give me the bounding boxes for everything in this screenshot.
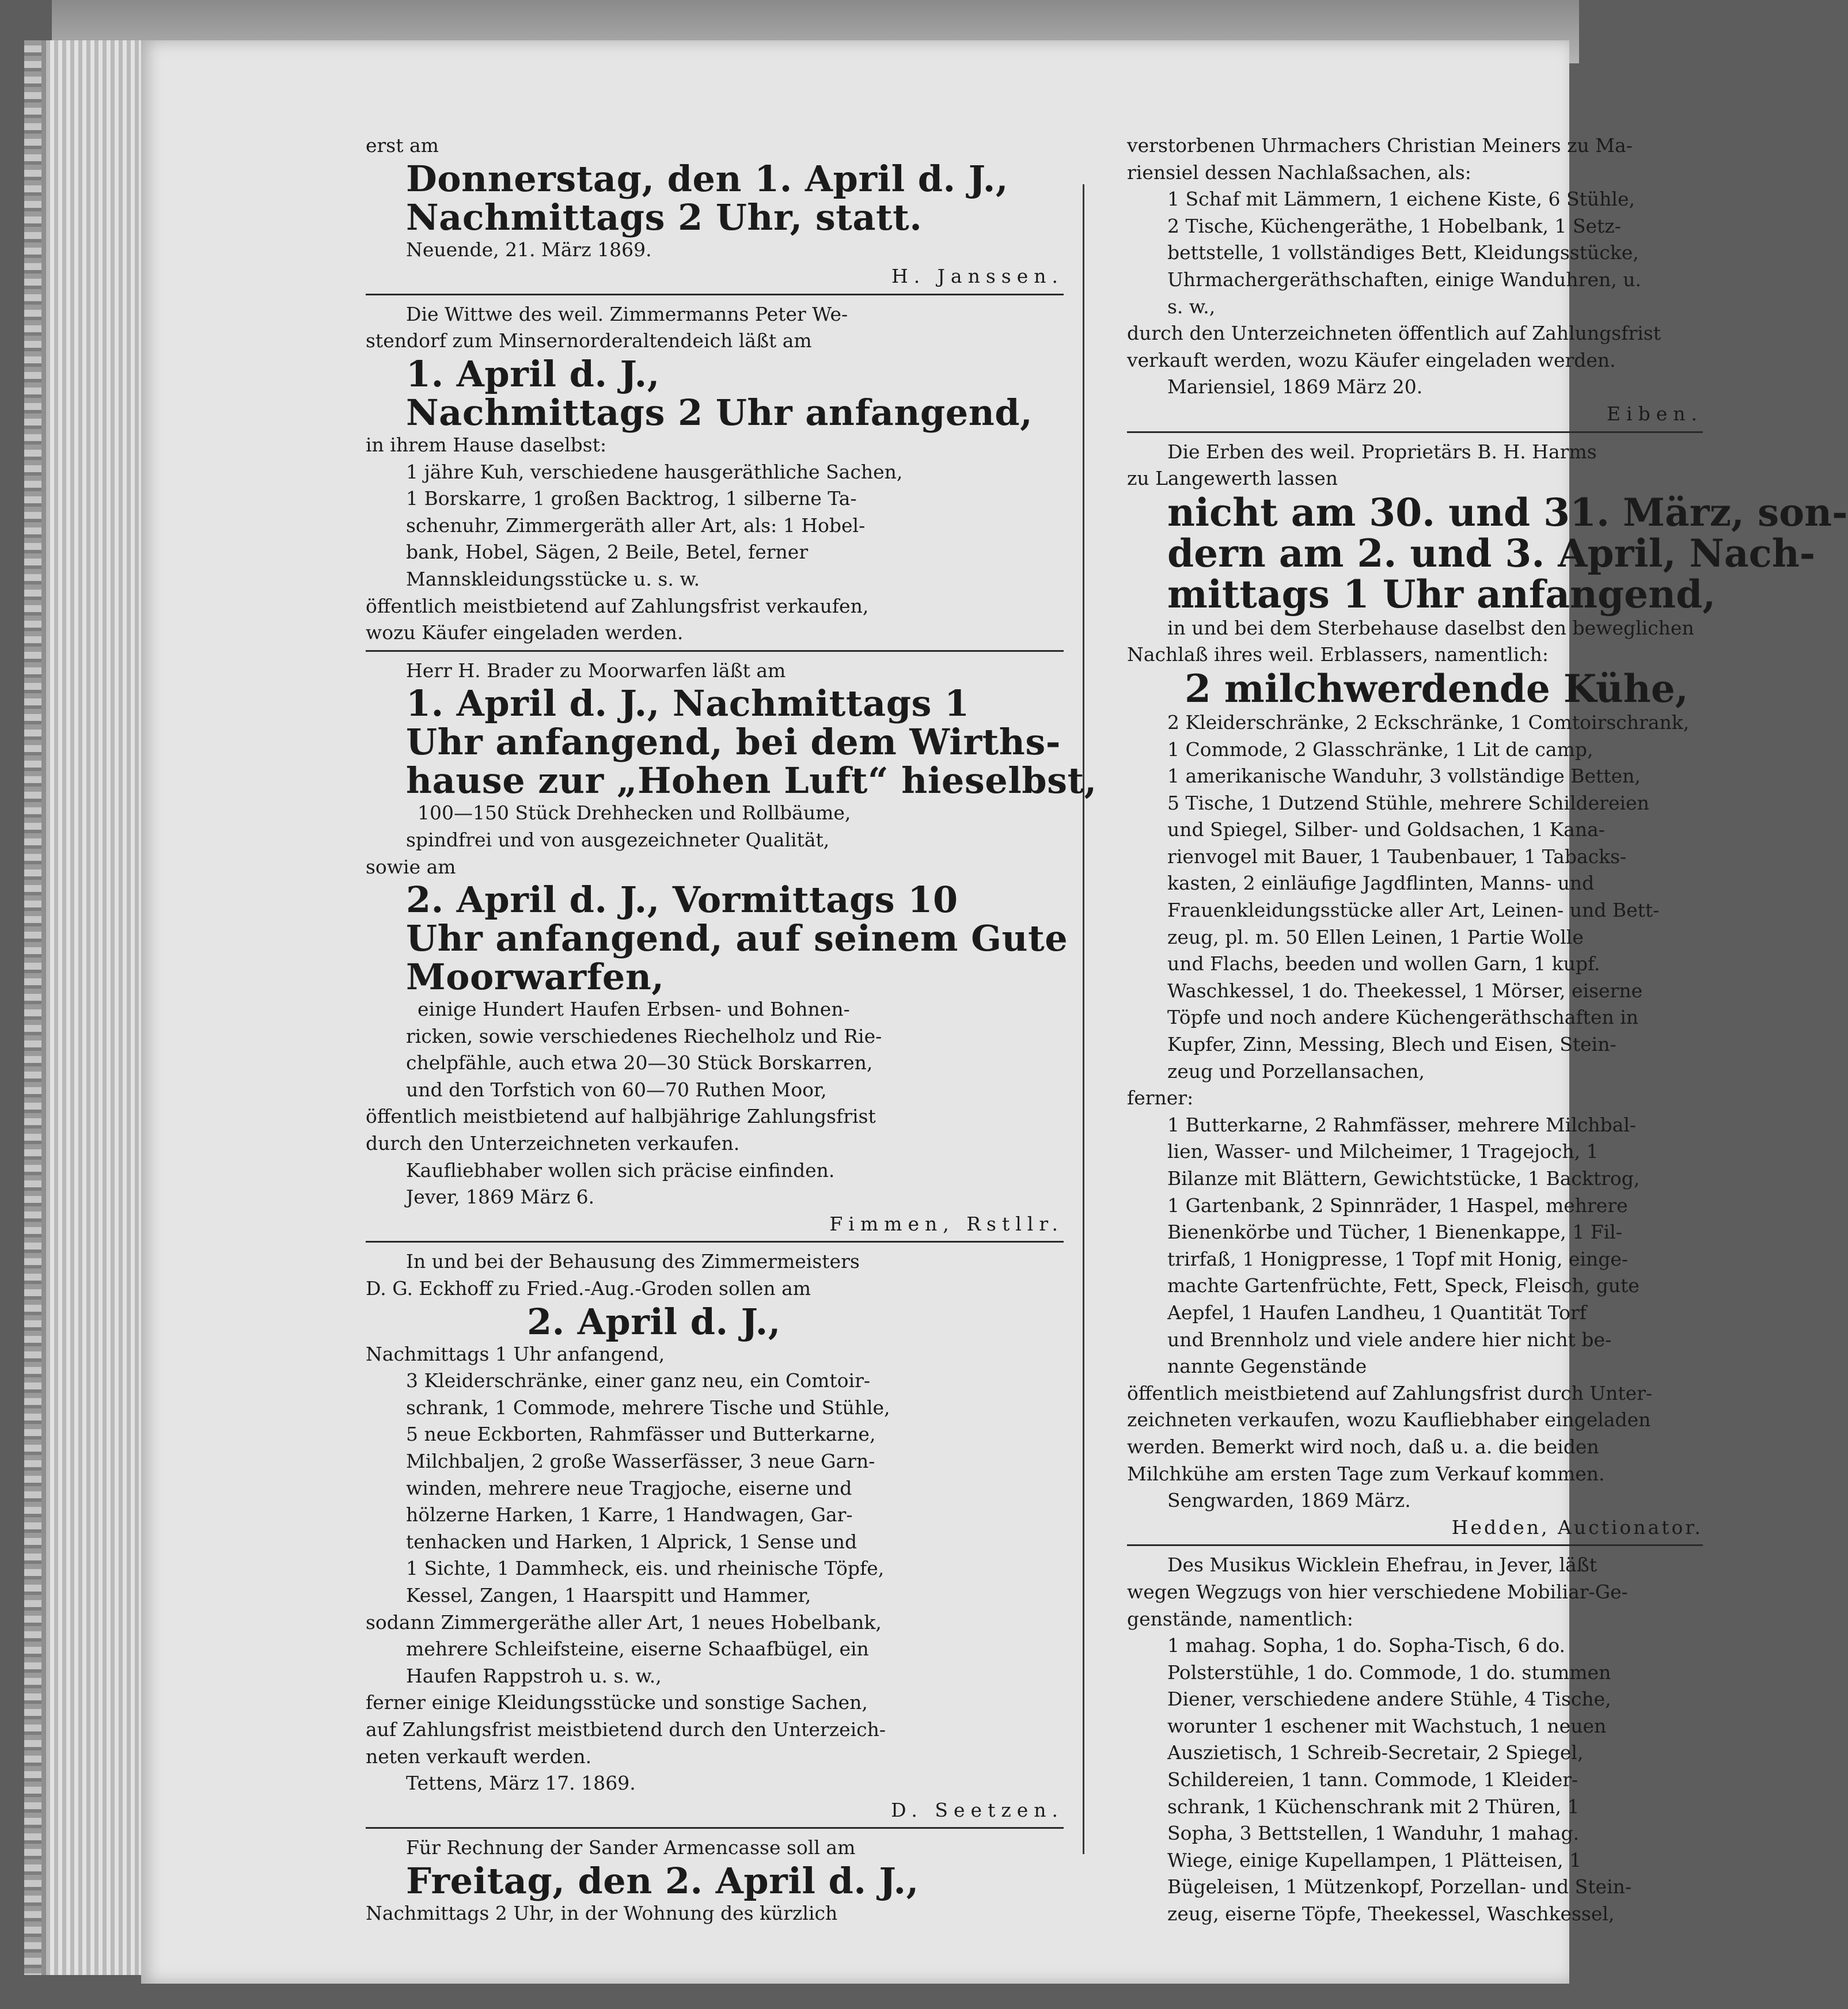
ad-headline: 2. April d. J., Vormittags 10	[406, 879, 958, 921]
ad-text-line: Nachlaß ihres weil. Erblassers, namentlich:	[1127, 643, 1549, 666]
ad-text-line: einige Hundert Haufen Erbsen- und Bohnen-	[418, 998, 850, 1021]
ad-text-line: verstorbenen Uhrmachers Christian Meiners zu Ma-	[1127, 134, 1633, 157]
ad-text-line: zeichneten verkaufen, wozu Kaufliebhaber eingeladen	[1127, 1408, 1651, 1431]
ad-place-date: Neuende, 21. März 1869.	[406, 238, 652, 261]
ad-text-line: Aepfel, 1 Haufen Landheu, 1 Quantität Torf	[1167, 1301, 1587, 1324]
ad-text-line: Kessel, Zangen, 1 Haarspitt und Hammer,	[406, 1583, 811, 1607]
ad-headline: 1. April d. J., Nachmittags 1	[406, 682, 970, 725]
ad-text-line: 1 Commode, 2 Glasschränke, 1 Lit de camp,	[1167, 738, 1593, 761]
ad-text-line: Bügeleisen, 1 Mützenkopf, Porzellan- und Stein-	[1167, 1875, 1632, 1898]
ad-text-line: spindfrei und von ausgezeichneter Qualität,	[406, 828, 830, 851]
ad-headline: Moorwarfen,	[406, 956, 665, 998]
ad-headline: Uhr anfangend, auf seinem Gute	[406, 917, 1068, 960]
ad-text-line: Nachmittags 2 Uhr, in der Wohnung des kürzlich	[366, 1901, 838, 1924]
ad-text-line: schenuhr, Zimmergeräth aller Art, als: 1 Hobel-	[406, 514, 866, 537]
ad-text-line: und Brennholz und viele andere hier nicht be-	[1167, 1328, 1612, 1351]
ad-text-line: und Flachs, beeden und wollen Garn, 1 kupf.	[1167, 952, 1600, 975]
ad-separator	[1127, 1544, 1703, 1546]
ad-text-line: 3 Kleiderschränke, einer ganz neu, ein Comtoir-	[406, 1369, 871, 1392]
ad-text-line: wegen Wegzugs von hier verschiedene Mobiliar-Ge-	[1127, 1580, 1628, 1603]
ad-text-line: Haufen Rappstroh u. s. w.,	[406, 1664, 662, 1687]
ad-text-line: bank, Hobel, Sägen, 2 Beile, Betel, ferner	[406, 541, 809, 564]
ad-text-line: 2 Kleiderschränke, 2 Eckschränke, 1 Comtoirschrank,	[1167, 711, 1690, 734]
ad-signature: Hedden, Auctionator.	[1451, 1516, 1703, 1539]
ad-westendorf	[366, 301, 1064, 647]
ad-text-line: Bienenkörbe und Tücher, 1 Bienenkappe, 1 Fil-	[1167, 1221, 1622, 1244]
ad-text-line: neten verkauft werden.	[366, 1745, 592, 1768]
ad-text-line: worunter 1 eschener mit Wachstuch, 1 neuen	[1167, 1714, 1607, 1737]
ad-text-line: bettstelle, 1 vollständiges Bett, Kleidungsstücke,	[1167, 241, 1639, 264]
ad-text-line: öffentlich meistbietend auf halbjährige Zahlungsfrist	[366, 1105, 876, 1128]
ad-text-line: erst am	[366, 134, 439, 157]
ad-text-line: 1 Gartenbank, 2 Spinnräder, 1 Haspel, mehrere	[1167, 1194, 1628, 1217]
ad-headline: hause zur „Hohen Luft“ hieselbst,	[406, 759, 1097, 802]
ad-text-line: Töpfe und noch andere Küchengeräthschaften in	[1167, 1006, 1639, 1029]
ad-text-line: Kupfer, Zinn, Messing, Blech und Eisen, Stein-	[1167, 1033, 1616, 1056]
ad-text-line: Herr H. Brader zu Moorwarfen läßt am	[406, 659, 786, 682]
ad-date-headline: Freitag, den 2. April d. J.,	[406, 1859, 919, 1902]
ad-text-line: Des Musikus Wicklein Ehefrau, in Jever, läßt	[1167, 1554, 1597, 1577]
ad-text-line: genstände, namentlich:	[1127, 1607, 1353, 1630]
ad-text-line: 100—150 Stück Drehhecken und Rollbäume,	[418, 802, 851, 825]
ad-text-line: werden. Bemerkt wird noch, daß u. a. die beiden	[1127, 1435, 1599, 1458]
ad-text-line: zu Langewerth lassen	[1127, 467, 1338, 490]
ad-text-line: 1 Schaf mit Lämmern, 1 eichene Kiste, 6 Stühle,	[1167, 188, 1635, 211]
ad-text-line: In und bei der Behausung des Zimmermeisters	[406, 1250, 860, 1273]
ad-text-line: Schildereien, 1 tann. Commode, 1 Kleider-	[1167, 1768, 1578, 1791]
ad-time-headline: Nachmittags 2 Uhr, statt.	[406, 196, 923, 238]
ad-text-line: Bilanze mit Blättern, Gewichtstücke, 1 Backtrog,	[1167, 1167, 1640, 1190]
ad-text-line: 5 Tische, 1 Dutzend Stühle, mehrere Schildereien	[1167, 791, 1649, 814]
ad-text-line: kasten, 2 einläufige Jagdflinten, Manns- und	[1167, 872, 1595, 895]
ad-signature: H. Janssen.	[891, 265, 1064, 288]
ad-headline: Uhr anfangend, bei dem Wirths-	[406, 721, 1061, 764]
ad-text-line: rienvogel mit Bauer, 1 Taubenbauer, 1 Tabacks-	[1167, 845, 1627, 868]
ad-text-line: 5 neue Eckborten, Rahmfässer und Butterkarne,	[406, 1423, 876, 1446]
ad-neuende	[366, 132, 1064, 290]
ad-text-line: Diener, verschiedene andere Stühle, 4 Tische,	[1167, 1688, 1611, 1711]
ad-text-line: Frauenkleidungsstücke aller Art, Leinen- und Bett-	[1167, 899, 1660, 922]
ad-cattle-headline: 2 milchwerdende Kühe,	[1185, 666, 1688, 711]
ad-text-line: 1 mahag. Sopha, 1 do. Sopha-Tisch, 6 do.	[1167, 1634, 1565, 1657]
ad-text-line: durch den Unterzeichneten verkaufen.	[366, 1132, 740, 1155]
ad-text-line: 1 amerikanische Wanduhr, 3 vollständige Betten,	[1167, 765, 1641, 788]
ad-date-headline: 1. April d. J.,	[406, 352, 660, 395]
ad-text-line: zeug, eiserne Töpfe, Theekessel, Waschkessel,	[1167, 1902, 1615, 1926]
ad-text-line: riensiel dessen Nachlaßsachen, als:	[1127, 161, 1471, 184]
ad-armencasse	[366, 1835, 1064, 1927]
ad-text-line: Auszietisch, 1 Schreib-Secretair, 2 Spiegel,	[1167, 1741, 1584, 1764]
ad-text-line: Waschkessel, 1 do. Theekessel, 1 Mörser, eiserne	[1167, 979, 1643, 1002]
ad-text-line: in und bei dem Sterbehause daselbst den beweglichen	[1167, 616, 1694, 639]
column-divider	[1083, 184, 1084, 1854]
ad-text-line: stendorf zum Minsernorderaltendeich läßt am	[366, 329, 812, 352]
ad-text-line: trirfaß, 1 Honigpresse, 1 Topf mit Honig, einge-	[1167, 1247, 1629, 1270]
ad-text-line: nannte Gegenstände	[1167, 1355, 1367, 1378]
ad-text-line: 1 Sichte, 1 Dammheck, eis. und rheinische Töpfe,	[406, 1557, 885, 1580]
ad-place-date: Tettens, März 17. 1869.	[406, 1772, 636, 1795]
ad-text-line: 1 Butterkarne, 2 Rahmfässer, mehrere Milchbal-	[1167, 1113, 1637, 1136]
ad-text-line: s. w.,	[1167, 295, 1216, 318]
ad-separator	[1127, 431, 1703, 433]
ad-text-line: Sopha, 3 Bettstellen, 1 Wanduhr, 1 mahag.	[1167, 1822, 1580, 1845]
ad-text-line: 2 Tische, Küchengeräthe, 1 Hobelbank, 1 Setz-	[1167, 214, 1621, 237]
ad-text-line: hölzerne Harken, 1 Karre, 1 Handwagen, Gar-	[406, 1503, 853, 1526]
ad-eckhoff	[366, 1248, 1064, 1824]
ad-separator	[366, 1827, 1064, 1829]
ad-date-headline: Donnerstag, den 1. April d. J.,	[406, 157, 1008, 200]
ad-text-line: schrank, 1 Commode, mehrere Tische und Stühle,	[406, 1396, 890, 1419]
ad-text-line: ferner einige Kleidungsstücke und sonstige Sachen,	[366, 1691, 868, 1714]
ad-text-line: Wiege, einige Kupellampen, 1 Plätteisen, 1	[1167, 1848, 1582, 1871]
ad-place-date: Jever, 1869 März 6.	[406, 1186, 595, 1209]
ad-headline: mittags 1 Uhr anfangend,	[1167, 571, 1716, 617]
ad-text-line: machte Gartenfrüchte, Fett, Speck, Fleisch, gute	[1167, 1274, 1640, 1297]
ad-place-date: Sengwarden, 1869 März.	[1167, 1489, 1411, 1512]
ad-text-line: winden, mehrere neue Tragjoche, eiserne und	[406, 1476, 852, 1499]
ad-text-line: Kaufliebhaber wollen sich präcise einfinden.	[406, 1159, 835, 1182]
ad-separator	[366, 650, 1064, 652]
ad-text-line: Milchkühe am ersten Tage zum Verkauf kommen.	[1127, 1462, 1605, 1485]
ad-brader	[366, 658, 1097, 1238]
ad-headline: dern am 2. und 3. April, Nach-	[1167, 530, 1816, 576]
ad-text-line: in ihrem Hause daselbst:	[366, 433, 607, 456]
ad-headline: nicht am 30. und 31. März, son-	[1167, 489, 1848, 535]
ad-text-line: Für Rechnung der Sander Armencasse soll am	[406, 1836, 856, 1859]
left-column	[366, 132, 1097, 1927]
ad-text-line: und den Torfstich von 60—70 Ruthen Moor,	[406, 1078, 827, 1101]
ad-signature: D. Seetzen.	[891, 1798, 1064, 1821]
ad-text-line: Uhrmachergeräthschaften, einige Wanduhren, u.	[1167, 268, 1641, 291]
ad-signature: Fimmen, Rstllr.	[829, 1212, 1064, 1235]
ad-signature: Eiben.	[1606, 402, 1703, 425]
ad-text-line: 1 jähre Kuh, verschiedene hausgeräthliche Sachen,	[406, 460, 903, 483]
ad-separator	[366, 1241, 1064, 1243]
ad-text-line: ricken, sowie verschiedenes Riechelholz und Rie-	[406, 1024, 882, 1047]
ad-text-line: mehrere Schleifsteine, eiserne Schaafbügel, ein	[406, 1638, 869, 1661]
ad-text-line: ferner:	[1127, 1087, 1194, 1110]
ad-text-line: tenhacken und Harken, 1 Alprick, 1 Sense und	[406, 1530, 857, 1553]
ad-text-line: schrank, 1 Küchenschrank mit 2 Thüren, 1	[1167, 1795, 1580, 1818]
page-edges	[40, 40, 147, 1975]
ad-text-line: 1 Borskarre, 1 großen Backtrog, 1 silberne Ta-	[406, 487, 857, 510]
ad-text-line: auf Zahlungsfrist meistbietend durch den Unterzeich-	[366, 1718, 886, 1741]
ad-text-line: Mannskleidungsstücke u. s. w.	[406, 567, 700, 590]
ad-wicklein	[1127, 1552, 1703, 1927]
newspaper-page	[141, 40, 1848, 1984]
ad-place-date: Mariensiel, 1869 März 20.	[1167, 375, 1423, 398]
ad-text-line: öffentlich meistbietend auf Zahlungsfrist durch Unter-	[1127, 1381, 1653, 1404]
ad-text-line: und Spiegel, Silber- und Goldsachen, 1 Kana-	[1167, 818, 1605, 841]
ad-text-line: Die Erben des weil. Proprietärs B. H. Harms	[1167, 440, 1597, 463]
ad-text-line: zeug und Porzellansachen,	[1167, 1059, 1425, 1083]
ad-text-line: lien, Wasser- und Milcheimer, 1 Tragejoch, 1	[1167, 1140, 1599, 1163]
ad-text-line: zeug, pl. m. 50 Ellen Leinen, 1 Partie Wolle	[1167, 925, 1584, 948]
ad-meiners	[1127, 132, 1703, 428]
ad-harms	[1127, 439, 1848, 1541]
ad-text-line: Milchbaljen, 2 große Wasserfässer, 3 neue Garn-	[406, 1450, 875, 1472]
ad-separator	[366, 294, 1064, 295]
right-column	[1127, 132, 1848, 1928]
ad-text-line: verkauft werden, wozu Käufer eingeladen werden.	[1127, 348, 1616, 371]
ad-date-headline: 2. April d. J.,	[527, 1300, 781, 1343]
ad-text-line: chelpfähle, auch etwa 20—30 Stück Borskarren,	[406, 1051, 873, 1074]
ad-text-line: D. G. Eckhoff zu Fried.-Aug.-Groden sollen am	[366, 1277, 811, 1300]
ad-text-line: öffentlich meistbietend auf Zahlungsfrist verkaufen,	[366, 594, 869, 617]
ad-text-line: wozu Käufer eingeladen werden.	[366, 621, 684, 644]
ad-text-line: sowie am	[366, 855, 456, 878]
ad-time-headline: Nachmittags 2 Uhr anfangend,	[406, 391, 1033, 434]
ad-text-line: Polsterstühle, 1 do. Commode, 1 do. stummen	[1167, 1661, 1611, 1684]
ad-text-line: durch den Unterzeichneten öffentlich auf Zahlungsfrist	[1127, 322, 1661, 345]
ad-text-line: sodann Zimmergeräthe aller Art, 1 neues Hobelbank,	[366, 1611, 882, 1634]
ad-text-line: Die Wittwe des weil. Zimmermanns Peter We-	[406, 302, 848, 325]
ad-text-line: Nachmittags 1 Uhr anfangend,	[366, 1342, 665, 1365]
